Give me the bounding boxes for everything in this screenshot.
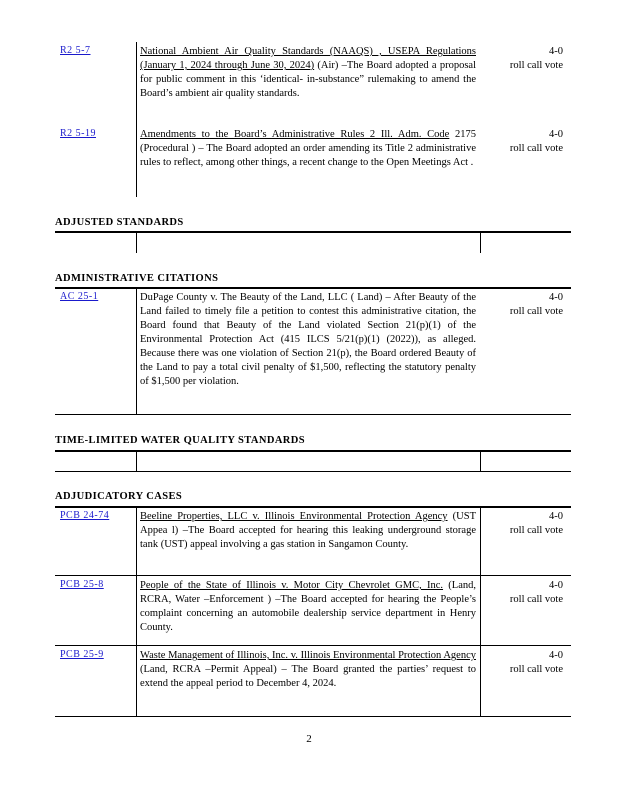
case-description: Beeline Properties, LLC v. Illinois Environmental Protection Agency (UST Appea l) –The Board accepted for hearing this leaking underground storage tank (UST) appeal involving a gas station in Sangamon County. <box>140 511 476 550</box>
vote-cell: 4-0 roll call vote <box>509 650 563 675</box>
column-divider <box>136 233 137 253</box>
column-divider <box>136 452 137 471</box>
case-description: DuPage County v. The Beauty of the Land, LLC ( Land) – After Beauty of the Land failed to timely file a petition to contest this administrative citation, the Board found that Beauty of the Land violated Section 21(p)(1) of the Environmental Protection Act (415 ILCS 5/21(p)(1) (2022)), as alleged. Because there was one violation of Section 21(p), the Board ordered Beauty of the Land to pay a total civil penalty of $1,500, reflecting the statutory penalty of $1,500 per violation. <box>140 292 476 387</box>
case-description: Waste Management of Illinois, Inc. v. Illinois Environmental Protection Agency (Land, RCRA –Permit Appeal) – The Board granted the parties’ request to extend the appeal period to December 4, 2024. <box>140 650 476 689</box>
case-description: People of the State of Illinois v. Motor City Chevrolet GMC, Inc. (Land, RCRA, Water –Enforcement ) –The Board accepted for hearing the People’s complaint concerning an automobile dealership service department in Henry County. <box>140 580 476 633</box>
row-divider <box>55 645 571 646</box>
section-rule <box>55 287 571 289</box>
case-link[interactable]: PCB 25-8 <box>60 579 104 590</box>
vote-cell: 4-0 roll call vote <box>509 580 563 605</box>
table-row <box>55 128 571 198</box>
table-row <box>55 579 571 643</box>
row-divider <box>55 716 571 717</box>
table-row <box>55 649 571 713</box>
section-rule <box>55 231 571 233</box>
section-rule <box>55 506 571 508</box>
case-link[interactable]: R2 5-7 <box>60 45 91 56</box>
column-divider <box>480 233 481 253</box>
case-link[interactable]: AC 25-1 <box>60 291 99 302</box>
section-heading: TIME-LIMITED WATER QUALITY STANDARDS <box>55 435 306 446</box>
row-divider <box>55 414 571 415</box>
table-row <box>55 510 571 574</box>
case-link[interactable]: PCB 25-9 <box>60 649 104 660</box>
case-link[interactable]: R2 5-19 <box>60 128 96 139</box>
section-heading: ADMINISTRATIVE CITATIONS <box>55 273 219 284</box>
section-rule <box>55 450 571 452</box>
row-divider <box>55 471 571 472</box>
table-row <box>55 291 571 411</box>
case-description: Amendments to the Board’s Administrative Rules 2 Ill. Adm. Code 2175 (Procedural ) – The Board adopted an order amending its Title 2 administrative rules to reflect, among other things, a recent change to the Open Meetings Act . <box>140 129 476 168</box>
vote-cell: 4-0 roll call vote <box>509 511 563 536</box>
vote-cell: 4-0 roll call vote <box>509 46 563 71</box>
column-divider <box>480 452 481 471</box>
case-link[interactable]: PCB 24-74 <box>60 510 110 521</box>
vote-cell: 4-0 roll call vote <box>509 129 563 154</box>
page-number: 2 <box>306 733 312 745</box>
section-heading: ADJUDICATORY CASES <box>55 491 183 502</box>
case-description: National Ambient Air Quality Standards (NAAQS) , USEPA Regulations (January 1, 2024 through June 30, 2024) (Air) –The Board adopted a proposal for public comment in this ‘identical- in-substance” rulemaking to amend the Board’s ambient air quality standards. <box>140 46 476 99</box>
table-row <box>55 45 571 125</box>
row-divider <box>55 575 571 576</box>
vote-cell: 4-0 roll call vote <box>509 292 563 317</box>
section-heading: ADJUSTED STANDARDS <box>55 217 184 228</box>
